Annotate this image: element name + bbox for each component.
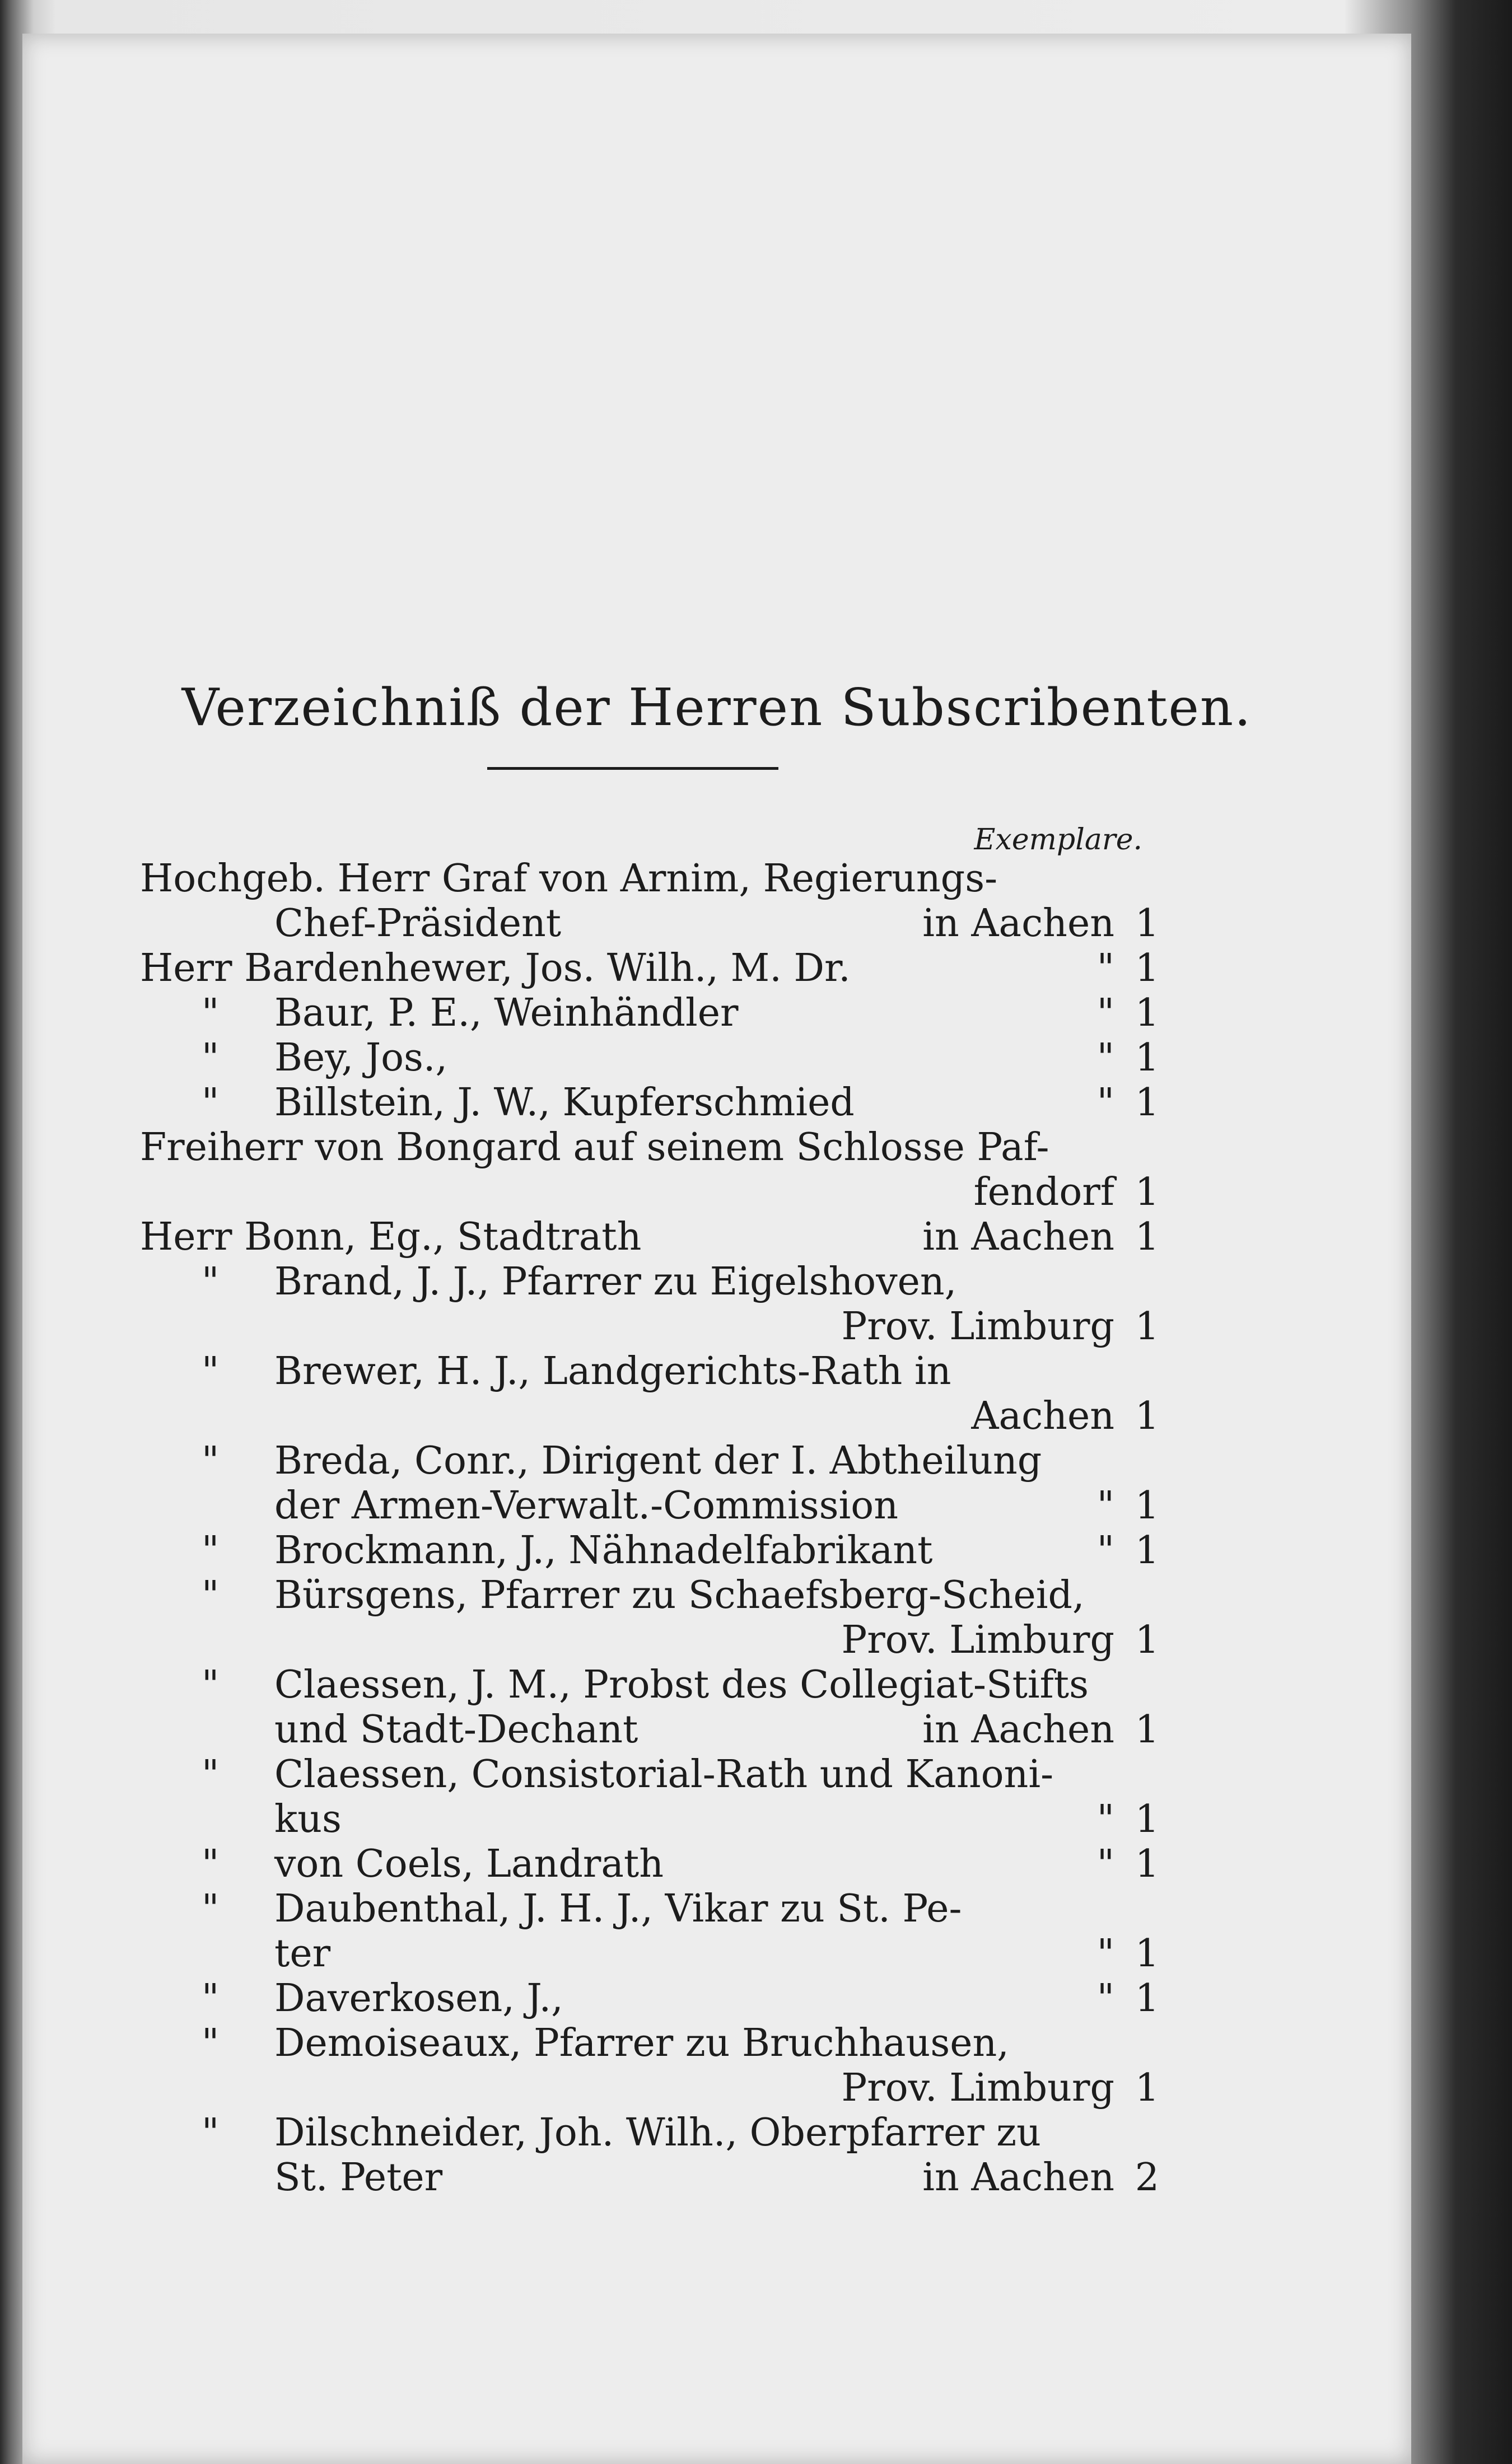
page-title: Verzeichniß der Herren Subscribenten. (181, 677, 1252, 737)
list-item (140, 2111, 1159, 2156)
title-divider (487, 767, 778, 770)
ditto-mark: " (202, 1976, 220, 2021)
list-item (140, 1394, 1159, 1439)
list-item (140, 1260, 1159, 1305)
subscriber-name: Brockmann, J., Nähnadelfabrikant (274, 1528, 933, 1573)
subscriber-name: St. Peter (274, 2156, 443, 2200)
subscriber-name: und Stadt-Dechant (274, 1708, 638, 1752)
subscriber-name: Billstein, J. W., Kupferschmied (274, 1081, 855, 1125)
subscriber-place: " (1096, 1976, 1114, 2021)
list-item (140, 1215, 1159, 1260)
subscriber-name: Claessen, Consistorial-Rath und Kanoni- (274, 1752, 1054, 1797)
list-item (140, 901, 1159, 946)
subscriber-place: Aachen (971, 1394, 1114, 1438)
subscriber-place: in Aachen (922, 1708, 1114, 1752)
subscriber-place: " (1096, 1081, 1114, 1125)
subscriber-name: Dilschneider, Joh. Wilh., Oberpfarrer zu (274, 2111, 1041, 2155)
subscriber-place: Prov. Limburg (841, 2066, 1114, 2110)
copy-count: 1 (1135, 1797, 1159, 1841)
list-item (140, 1797, 1159, 1842)
list-item (140, 1976, 1159, 2021)
book-page (22, 34, 1411, 2464)
copy-count: 1 (1135, 991, 1159, 1035)
list-item (140, 946, 1159, 991)
subscriber-place: " (1096, 1484, 1114, 1528)
subscriber-place: " (1096, 946, 1114, 990)
subscriber-place: in Aachen (922, 1215, 1114, 1259)
subscriber-list (140, 857, 1159, 2200)
list-item (140, 1484, 1159, 1528)
copy-count: 1 (1135, 1394, 1159, 1438)
list-item (140, 1439, 1159, 1484)
subscriber-place: " (1096, 1842, 1114, 1886)
copy-count: 1 (1135, 946, 1159, 990)
list-item (140, 2156, 1159, 2200)
copy-count: 1 (1135, 2066, 1159, 2110)
copy-count: 2 (1135, 2156, 1159, 2200)
ditto-mark: " (202, 1439, 220, 1483)
subscriber-place: " (1096, 1932, 1114, 1976)
list-item (140, 2066, 1159, 2111)
subscriber-name: Daverkosen, J., (274, 1976, 563, 2021)
subscriber-name: Bey, Jos., (274, 1036, 448, 1080)
ditto-mark: " (202, 1260, 220, 1304)
ditto-mark: " (202, 1036, 220, 1080)
ditto-mark: " (202, 991, 220, 1035)
list-item (140, 1528, 1159, 1573)
subscriber-place: " (1096, 1528, 1114, 1573)
copy-count: 1 (1135, 1842, 1159, 1886)
ditto-mark: " (202, 1528, 220, 1573)
subscriber-place: " (1096, 991, 1114, 1035)
ditto-mark: " (202, 2111, 220, 2155)
subscriber-name: Claessen, J. M., Probst des Collegiat-Stifts (274, 1663, 1089, 1707)
list-item (140, 1349, 1159, 1394)
copy-count: 1 (1135, 1170, 1159, 1214)
list-item (140, 1036, 1159, 1081)
subscriber-name: der Armen-Verwalt.-Commission (274, 1484, 899, 1528)
ditto-mark: " (202, 1663, 220, 1707)
copy-count: 1 (1135, 1215, 1159, 1259)
subscriber-name: Baur, P. E., Weinhändler (274, 991, 739, 1035)
list-item (140, 1573, 1159, 1618)
subscriber-name: Hochgeb. Herr Graf von Arnim, Regierungs- (140, 857, 998, 901)
list-item (140, 1887, 1159, 1932)
copy-count: 1 (1135, 1976, 1159, 2021)
ditto-mark: " (202, 2021, 220, 2065)
copy-count: 1 (1135, 1932, 1159, 1976)
subscriber-place: in Aachen (922, 2156, 1114, 2200)
ditto-mark: " (202, 1887, 220, 1931)
list-item (140, 1663, 1159, 1708)
subscriber-place: Prov. Limburg (841, 1618, 1114, 1662)
subscriber-name: Daubenthal, J. H. J., Vikar zu St. Pe- (274, 1887, 962, 1931)
subscriber-place: in Aachen (922, 901, 1114, 946)
subscriber-name: von Coels, Landrath (274, 1842, 664, 1886)
list-item (140, 1932, 1159, 1976)
copy-count: 1 (1135, 1305, 1159, 1349)
list-item (140, 1170, 1159, 1215)
subscriber-place: " (1096, 1797, 1114, 1841)
list-item (140, 1708, 1159, 1752)
subscriber-name: Breda, Conr., Dirigent der I. Abtheilung (274, 1439, 1042, 1483)
ditto-mark: " (202, 1752, 220, 1797)
copy-count: 1 (1135, 901, 1159, 946)
copy-count: 1 (1135, 1081, 1159, 1125)
subscriber-place: " (1096, 1036, 1114, 1080)
subscriber-name: Brewer, H. J., Landgerichts-Rath in (274, 1349, 951, 1394)
copy-count: 1 (1135, 1618, 1159, 1662)
subscriber-name: Herr Bonn, Eg., Stadtrath (140, 1215, 642, 1259)
list-item (140, 2021, 1159, 2066)
subscriber-name: kus (274, 1797, 342, 1841)
ditto-mark: " (202, 1081, 220, 1125)
ditto-mark: " (202, 1349, 220, 1394)
list-item (140, 1125, 1159, 1170)
list-item (140, 1305, 1159, 1349)
list-item (140, 1842, 1159, 1887)
list-item (140, 1081, 1159, 1125)
copy-count: 1 (1135, 1484, 1159, 1528)
subscriber-place: Prov. Limburg (841, 1305, 1114, 1349)
ditto-mark: " (202, 1842, 220, 1886)
subscriber-name: Bürsgens, Pfarrer zu Schaefsberg-Scheid, (274, 1573, 1085, 1617)
subscriber-name: Herr Bardenhewer, Jos. Wilh., M. Dr. (140, 946, 851, 990)
list-item (140, 1618, 1159, 1663)
list-item (140, 857, 1159, 901)
copy-count: 1 (1135, 1036, 1159, 1080)
copy-count: 1 (1135, 1708, 1159, 1752)
subscriber-name: Freiherr von Bongard auf seinem Schlosse Paf- (140, 1125, 1049, 1170)
subscriber-name: Chef-Präsident (274, 901, 562, 946)
copy-count: 1 (1135, 1528, 1159, 1573)
list-item (140, 991, 1159, 1036)
subscriber-place: fendorf (973, 1170, 1114, 1214)
list-item (140, 1752, 1159, 1797)
subscriber-name: ter (274, 1932, 331, 1976)
subscriber-name: Demoiseaux, Pfarrer zu Bruchhausen, (274, 2021, 1009, 2065)
subscriber-name: Brand, J. J., Pfarrer zu Eigelshoven, (274, 1260, 957, 1304)
ditto-mark: " (202, 1573, 220, 1617)
column-label-copies: Exemplare. (974, 823, 1142, 857)
